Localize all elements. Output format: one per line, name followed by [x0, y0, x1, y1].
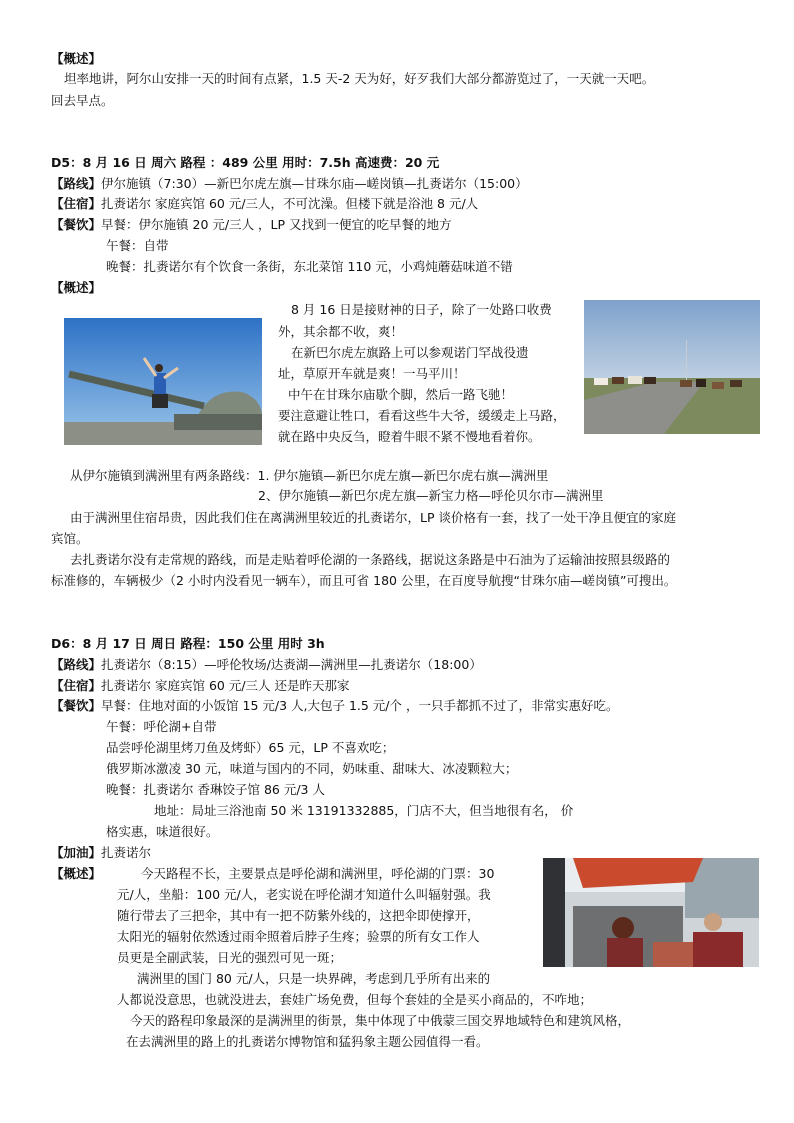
tank-photo — [64, 318, 262, 445]
d5-dinner: 晚餐：扎赉诺尔有个饮食一条街，东北菜馆 110 元，小鸡炖蘑菇味道不错 — [106, 259, 513, 274]
d6-summary-line: 今天路程不长，主要景点是呼伦湖和满洲里，呼伦湖的门票：30 — [141, 866, 495, 881]
d6-summary-line: 员更是全副武装，日光的强烈可见一斑； — [117, 950, 343, 965]
d6-summary-tag: 【概述】 — [51, 866, 102, 881]
d6-lunch: 午餐：呼伦湖+自带 — [106, 719, 217, 734]
d6-stay: 扎赉诺尔 家庭宾馆 60 元/三人 还是昨天那家 — [101, 678, 350, 693]
d6-meal-tag: 【餐饮】 — [51, 698, 102, 713]
d5-para-line: 去扎赉诺尔没有走常规的路线，而是走贴着呼伦湖的一条路线，据说这条路是中石油为了运输油按照县级路的 — [70, 552, 671, 567]
d6-fuel: 扎赉诺尔 — [101, 845, 152, 860]
d5-meal-tag: 【餐饮】 — [51, 217, 102, 232]
d6-route-tag: 【路线】 — [51, 657, 102, 672]
d5-mid-line: 址，草原开车就是爽！一马平川！ — [278, 366, 466, 381]
d5-meal-row — [51, 219, 452, 232]
d5-stay: 扎赉诺尔 家庭宾馆 60 元/三人，不可沈澡。但楼下就是浴池 8 元/人 — [101, 196, 479, 211]
d6-summary-line: 随行带去了三把伞，其中有一把不防紫外线的，这把伞即使撑开， — [117, 908, 480, 923]
d6-summary-line: 元/人，坐船：100 元/人，老实说在呼伦湖才知道什么叫辐射强。我 — [117, 887, 491, 902]
d6-route-row — [51, 659, 482, 672]
d6-fuel-tag: 【加油】 — [51, 845, 102, 860]
d6-title: D6：8 月 17 日 周日 路程：150 公里 用时 3h — [51, 636, 325, 651]
d5-para-line: 标准修的，车辆极少（2 小时内没看见一辆车），而且可省 180 公里，在百度导航搜“甘珠尔庙—嵯岗镇”可搜出。 — [51, 573, 677, 588]
d5-stay-tag: 【住宿】 — [51, 196, 102, 211]
intro-line-1: 坦率地讲，阿尔山安排一天的时间有点紧，1.5 天-2 天为好，好歹我们大部分都游览过了，一天就一天吧。 — [64, 71, 655, 86]
d6-summary-line: 在去满洲里的路上的扎赉诺尔博物馆和猛犸象主题公园值得一看。 — [126, 1034, 489, 1049]
d6-route: 扎赉诺尔（8:15）—呼伦牧场/达赉湖—满洲里—扎赉诺尔（18:00） — [101, 657, 482, 672]
d6-address: 地址：局址三浴池南 50 米 13191332885，门店不大，但当地很有名， 价 — [154, 803, 574, 818]
ticket-office-photo — [543, 858, 759, 967]
d5-title: D5：8 月 16 日 周六 路程 ：489 公里 用时：7.5h 高速费：20 元 — [51, 155, 440, 170]
tank-photo-image — [64, 318, 262, 445]
d6-breakfast: 早餐：住地对面的小饭馆 15 元/3 人,大包子 1.5 元/个 ，一只手都抓不过了，非常实惠好吃。 — [101, 698, 619, 713]
intro-heading: 【概述】 — [51, 51, 102, 66]
d5-route-tag: 【路线】 — [51, 176, 102, 191]
d6-summary-line: 满洲里的国门 80 元/人，只是一块界碑，考虑到几乎所有出来的 — [137, 971, 491, 986]
d5-para-line: 2、伊尔施镇—新巴尔虎左旗—新宝力格—呼伦贝尔市—满洲里 — [258, 488, 604, 503]
d5-para-line: 宾馆。 — [51, 531, 89, 546]
d6-fuel-row — [51, 847, 151, 860]
d6-lunch-detail: 品尝呼伦湖里烤刀鱼及烤虾）65 元，LP 不喜欢吃； — [106, 740, 395, 755]
d5-mid-line: 8 月 16 日是接财神的日子，除了一处路口收费 — [291, 302, 552, 317]
ticket-office-photo-image — [543, 858, 759, 967]
d5-summary-tag: 【概述】 — [51, 280, 102, 295]
d6-address-cont: 格实惠，味道很好。 — [106, 824, 219, 839]
d6-summary-line: 太阳光的辐射依然透过雨伞照着后脖子生疼；验票的所有女工作人 — [117, 929, 480, 944]
d6-icecream: 俄罗斯冰激凌 30 元，味道与国内的不同，奶味重、甜味大、冰凌颗粒大； — [106, 761, 518, 776]
d5-mid-line: 就在路中央反刍，瞪着牛眼不紧不慢地看着你。 — [278, 429, 541, 444]
d6-meal-row — [51, 700, 619, 713]
d5-lunch: 午餐：自带 — [106, 238, 169, 253]
d5-mid-line: 在新巴尔虎左旗路上可以参观诺门罕战役遗 — [291, 345, 529, 360]
d6-summary-line: 人都说没意思，也就没进去，套娃广场免费，但每个套娃的全是买小商品的，不咋地； — [117, 992, 593, 1007]
d6-stay-tag: 【住宿】 — [51, 678, 102, 693]
d5-stay-row — [51, 198, 478, 211]
d5-route: 伊尔施镇（7:30）—新巴尔虎左旗—甘珠尔庙—嵯岗镇—扎赉诺尔（15:00） — [101, 176, 528, 191]
d5-route-row — [51, 178, 528, 191]
cattle-photo — [584, 300, 760, 434]
d5-mid-line: 外，其余都不收，爽！ — [278, 324, 404, 339]
d5-para-line: 由于满洲里住宿昂贵，因此我们住在离满洲里较近的扎赉诺尔，LP 谈价格有一套，找了一处干净且便宜的家庭 — [70, 510, 676, 525]
d5-para-line: 从伊尔施镇到满洲里有两条路线：1. 伊尔施镇—新巴尔虎左旗—新巴尔虎右旗—满洲里 — [70, 468, 549, 483]
d6-summary-line: 今天的路程印象最深的是满洲里的街景，集中体现了中俄蒙三国交界地域特色和建筑风格， — [130, 1013, 631, 1028]
d5-breakfast: 早餐：伊尔施镇 20 元/三人 ，LP 又找到一便宜的吃早餐的地方 — [101, 217, 452, 232]
cattle-photo-image — [584, 300, 760, 434]
d5-mid-line: 中午在甘珠尔庙歇个脚，然后一路飞驰！ — [288, 387, 514, 402]
intro-line-2: 回去早点。 — [51, 93, 114, 108]
d5-mid-line: 要注意避让牲口，看看这些牛大爷，缓缓走上马路， — [278, 408, 566, 423]
d6-dinner: 晚餐：扎赉诺尔 香琳饺子馆 86 元/3 人 — [106, 782, 325, 797]
d6-stay-row — [51, 680, 350, 693]
